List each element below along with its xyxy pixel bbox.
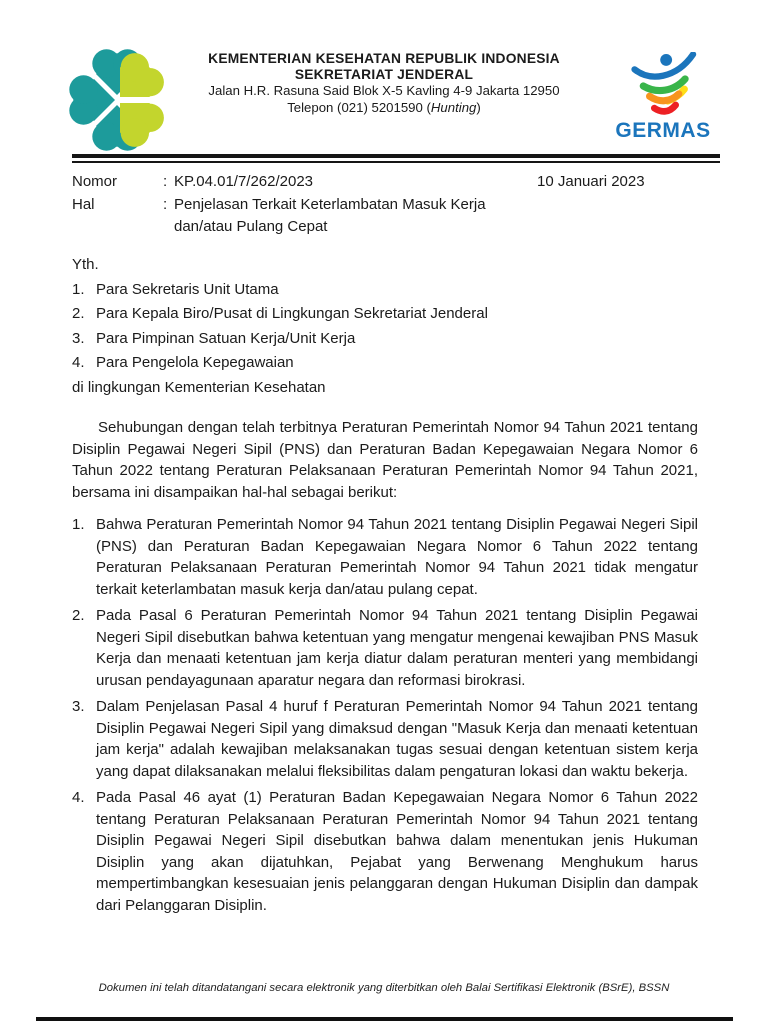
- recipient-item: [72, 327, 720, 352]
- page-bottom-bar: [36, 1017, 733, 1021]
- nomor-separator: :: [163, 173, 168, 190]
- body-item-number: 2.: [72, 607, 85, 624]
- secretariat-name: SEKRETARIAT JENDERAL: [294, 67, 474, 83]
- hal-spacer-sep: [163, 216, 174, 239]
- recipient-number: 1.: [72, 280, 85, 298]
- hal-separator: :: [163, 195, 168, 213]
- body-item-text: Pada Pasal 6 Peraturan Pemerintah Nomor 94 Tahun 2021 tentang Disiplin Pegawai Negeri Sipil disebutkan bahwa ketentuan yang mengatur mengenai kewajiban PNS Masuk Kerja dan menaati ketentuan jam kerja diatur dalam peraturan menteri yang membidangi urusan pendayagunaan aparatur negara dan reformasi birokrasi.: [96, 607, 698, 689]
- body-item: [72, 605, 698, 691]
- recipient-number: 3.: [72, 329, 85, 347]
- hal-value-line2: dan/atau Pulang Cepat: [174, 218, 328, 235]
- ministry-name: KEMENTERIAN KESEHATAN REPUBLIK INDONESIA: [208, 51, 560, 66]
- address-line: Jalan H.R. Rasuna Said Blok X-5 Kavling 4-9 Jakarta 12950: [208, 83, 560, 99]
- germas-figure-icon: [617, 52, 709, 120]
- recipient-item: [72, 351, 720, 376]
- electronic-signature-note: Dokumen ini telah ditandatangani secara elektronik yang diterbitkan oleh Balai Sertifikasi Elektronik (BSrE), BSSN: [98, 982, 670, 994]
- body-item-number: 1.: [72, 516, 85, 533]
- letter-date: 10 Januari 2023: [537, 173, 645, 190]
- recipient-item: [72, 302, 720, 327]
- body-item: [72, 787, 698, 916]
- recipient-number: 2.: [72, 305, 85, 322]
- body-item-text: Dalam Penjelasan Pasal 4 huruf f Peraturan Pemerintah Nomor 94 Tahun 2021 tentang Disiplin Pegawai Negeri Sipil yang dimaksud dengan "Masuk Kerja dan menaati ketentuan jam kerja" adalah kewajiban melaksanakan tugas sesuai dengan ketentuan sistem kerja yang dapat dilaksanakan melalui fleksibilitas dalam pengaturan lokasi dan waktu bekerja.: [96, 698, 698, 780]
- recipient-number: 4.: [72, 354, 85, 371]
- hal-spacer: [72, 216, 163, 239]
- hal-row-2: [72, 216, 720, 239]
- recipient-text: Para Sekretaris Unit Utama: [96, 280, 279, 298]
- letter-body: [72, 417, 698, 921]
- letter-meta: [72, 171, 720, 239]
- recipient-block: [72, 253, 720, 400]
- recipient-text: Para Kepala Biro/Pusat di Lingkungan Sekretariat Jenderal: [96, 305, 488, 322]
- recipient-item: [72, 278, 720, 303]
- body-item: [72, 514, 698, 600]
- phone-suffix: ): [476, 99, 481, 115]
- germas-label: GERMAS: [615, 119, 711, 142]
- salutation: Yth.: [72, 256, 99, 273]
- body-item: [72, 696, 698, 782]
- phone-line: [104, 100, 664, 116]
- germas-logo: [612, 52, 714, 142]
- nomor-label: Nomor: [72, 173, 118, 190]
- hal-value-line1: Penjelasan Terkait Keterlambatan Masuk Kerja: [174, 195, 486, 213]
- hal-label: Hal: [72, 195, 95, 213]
- body-item-text: Pada Pasal 46 ayat (1) Peraturan Badan Kepegawaian Negara Nomor 6 Tahun 2022 tentang Peraturan Pelaksanaan Peraturan Pemerintah Nomor 94 Tahun 2021 tentang Disiplin Pegawai Negeri Sipil disebutkan bahwa dalam menentukan jenis Hukuman Disiplin yang akan dijatuhkan, Pejabat yang Berwenang Menghukum harus mempertimbangkan kesesuaian jenis pelanggaran dengan Hukuman Disiplin dan dampak dari Pelanggaran Disiplin.: [96, 789, 698, 914]
- body-item-text: Bahwa Peraturan Pemerintah Nomor 94 Tahun 2021 tentang Disiplin Pegawai Negeri Sipil (PNS) dan Peraturan Badan Kepegawaian Negara Nomor 6 Tahun 2022 tentang Peraturan Pelaksanaan Peraturan Pemerintah Nomor 94 Tahun 2021 tidak mengatur terkait keterlambatan masuk kerja dan/atau pulang cepat.: [96, 516, 698, 598]
- hal-row: [72, 194, 720, 217]
- phone-hunting: Hunting: [430, 99, 477, 115]
- recipient-text: Para Pimpinan Satuan Kerja/Unit Kerja: [96, 329, 356, 347]
- letterhead: [104, 51, 664, 116]
- body-item-number: 3.: [72, 698, 85, 715]
- intro-paragraph: Sehubungan dengan telah terbitnya Peraturan Pemerintah Nomor 94 Tahun 2021 tentang Disiplin Pegawai Negeri Sipil (PNS) dan Peraturan Badan Kepegawaian Negara Nomor 6 Tahun 2022 tentang Peraturan Pelaksanaan Peraturan Pemerintah Nomor 94 Tahun 2021, bersama ini disampaikan hal-hal sebagai berikut:: [72, 419, 698, 501]
- recipient-text: Para Pengelola Kepegawaian: [96, 354, 294, 371]
- phone-prefix: Telepon (021) 5201590 (: [287, 99, 431, 115]
- recipient-closing: di lingkungan Kementerian Kesehatan: [72, 378, 326, 396]
- header-divider: [72, 154, 720, 163]
- body-item-number: 4.: [72, 789, 85, 806]
- nomor-value: KP.04.01/7/262/2023: [174, 173, 314, 190]
